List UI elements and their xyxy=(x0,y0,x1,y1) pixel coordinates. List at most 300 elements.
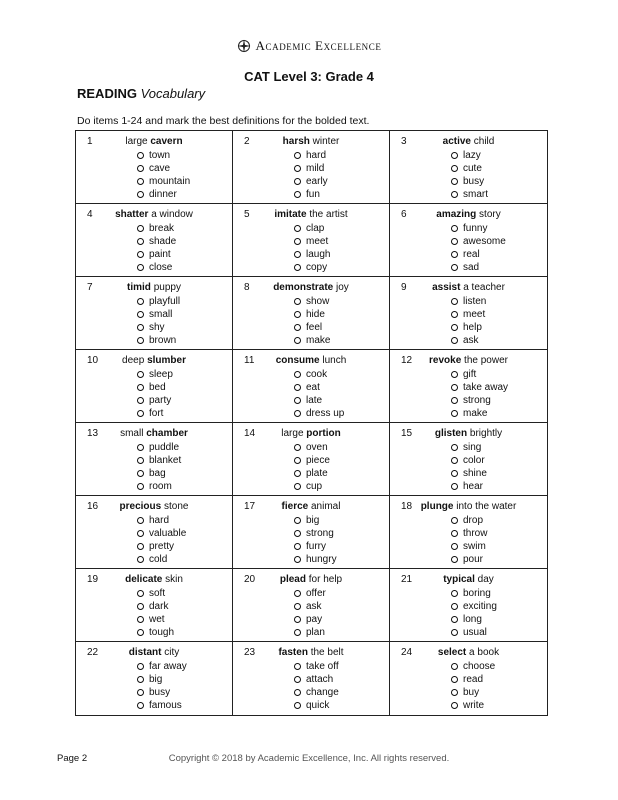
question-cell xyxy=(390,204,547,277)
answer-bubble-icon[interactable] xyxy=(451,629,458,636)
answer-option-label: take off xyxy=(306,661,339,672)
answer-option[interactable] xyxy=(137,334,180,347)
answer-option[interactable] xyxy=(451,480,487,493)
answer-option-label: famous xyxy=(149,700,182,711)
answer-option[interactable] xyxy=(451,407,508,420)
answer-option[interactable] xyxy=(451,553,487,566)
answer-bubble-icon[interactable] xyxy=(137,264,144,271)
answer-bubble-icon[interactable] xyxy=(451,165,458,172)
question-cell xyxy=(76,131,233,204)
answer-option-label: cold xyxy=(149,554,168,565)
answer-option-label: blanket xyxy=(149,455,182,466)
answer-bubble-icon[interactable] xyxy=(137,324,144,331)
answer-option[interactable] xyxy=(451,149,488,162)
question-cell xyxy=(233,569,390,642)
prompt-suffix: the power xyxy=(461,355,508,366)
answer-bubble-icon[interactable] xyxy=(451,384,458,391)
question-number: 17 xyxy=(244,501,256,512)
answer-bubble-icon[interactable] xyxy=(137,543,144,550)
answer-option[interactable] xyxy=(451,295,486,308)
answer-option[interactable] xyxy=(294,235,330,248)
question-cell xyxy=(76,204,233,277)
answer-bubble-icon[interactable] xyxy=(294,337,301,344)
answer-option[interactable] xyxy=(451,188,488,201)
answer-options xyxy=(451,149,488,201)
answer-option-label: ask xyxy=(463,335,479,346)
answer-option[interactable] xyxy=(294,686,339,699)
answer-option[interactable] xyxy=(137,454,181,467)
answer-option[interactable] xyxy=(294,699,339,712)
answer-bubble-icon[interactable] xyxy=(294,397,301,404)
answer-bubble-icon[interactable] xyxy=(137,337,144,344)
answer-bubble-icon[interactable] xyxy=(137,298,144,305)
answer-option[interactable] xyxy=(137,407,173,420)
answer-bubble-icon[interactable] xyxy=(451,397,458,404)
answer-option[interactable] xyxy=(451,222,506,235)
answer-bubble-icon[interactable] xyxy=(451,663,458,670)
answer-bubble-icon[interactable] xyxy=(137,238,144,245)
answer-bubble-icon[interactable] xyxy=(294,225,301,232)
answer-option-label: hungry xyxy=(306,554,337,565)
answer-bubble-icon[interactable] xyxy=(294,590,301,597)
answer-option[interactable] xyxy=(137,368,173,381)
answer-option[interactable] xyxy=(294,527,337,540)
answer-bubble-icon[interactable] xyxy=(137,444,144,451)
answer-option[interactable] xyxy=(451,514,487,527)
answer-bubble-icon[interactable] xyxy=(137,191,144,198)
prompt-suffix: child xyxy=(471,136,495,147)
question-number: 20 xyxy=(244,574,256,585)
answer-bubble-icon[interactable] xyxy=(294,371,301,378)
answer-option[interactable] xyxy=(451,540,487,553)
question-number: 8 xyxy=(244,282,250,293)
answer-options xyxy=(294,149,328,201)
answer-option[interactable] xyxy=(294,673,339,686)
answer-option[interactable] xyxy=(137,162,190,175)
answer-option-label: color xyxy=(463,455,485,466)
answer-bubble-icon[interactable] xyxy=(294,616,301,623)
answer-option[interactable] xyxy=(294,321,330,334)
answer-option[interactable] xyxy=(451,175,488,188)
answer-option[interactable] xyxy=(137,540,186,553)
answer-option[interactable] xyxy=(451,626,497,639)
answer-options xyxy=(451,368,508,420)
answer-options xyxy=(137,441,181,493)
answer-bubble-icon[interactable] xyxy=(137,556,144,563)
answer-option[interactable] xyxy=(294,334,330,347)
answer-bubble-icon[interactable] xyxy=(451,676,458,683)
answer-option[interactable] xyxy=(137,673,187,686)
answer-option-label: smart xyxy=(463,189,488,200)
answer-option-label: tough xyxy=(149,627,175,638)
answer-option[interactable] xyxy=(294,626,326,639)
answer-option-label: make xyxy=(306,335,331,346)
answer-bubble-icon[interactable] xyxy=(294,483,301,490)
answer-options xyxy=(137,222,176,274)
answer-option[interactable] xyxy=(294,175,328,188)
answer-option[interactable] xyxy=(294,540,337,553)
answer-bubble-icon[interactable] xyxy=(451,689,458,696)
answer-option-label: busy xyxy=(463,176,485,187)
prompt-suffix: skin xyxy=(162,574,183,585)
answer-option[interactable] xyxy=(451,334,486,347)
answer-option[interactable] xyxy=(451,441,487,454)
answer-option[interactable] xyxy=(137,553,186,566)
answer-bubble-icon[interactable] xyxy=(294,324,301,331)
answer-bubble-icon[interactable] xyxy=(451,457,458,464)
answer-bubble-icon[interactable] xyxy=(451,251,458,258)
answer-option-label: big xyxy=(306,515,320,526)
answer-bubble-icon[interactable] xyxy=(137,457,144,464)
answer-options xyxy=(451,441,487,493)
answer-option-label: bed xyxy=(149,382,166,393)
answer-option-label: real xyxy=(463,249,480,260)
answer-option[interactable] xyxy=(137,613,174,626)
prompt-keyword: typical xyxy=(443,574,475,585)
answer-option[interactable] xyxy=(294,394,344,407)
answer-option[interactable] xyxy=(137,175,190,188)
answer-bubble-icon[interactable] xyxy=(294,191,301,198)
answer-option-label: clap xyxy=(306,223,325,234)
answer-option[interactable] xyxy=(137,394,173,407)
question-prompt xyxy=(76,355,232,366)
answer-bubble-icon[interactable] xyxy=(137,702,144,709)
answer-bubble-icon[interactable] xyxy=(294,530,301,537)
answer-options xyxy=(137,368,173,420)
prompt-keyword: chamber xyxy=(146,428,188,439)
answer-option[interactable] xyxy=(137,308,180,321)
answer-bubble-icon[interactable] xyxy=(451,298,458,305)
answer-option[interactable] xyxy=(137,321,180,334)
answer-option[interactable] xyxy=(294,600,326,613)
answer-option[interactable] xyxy=(451,248,506,261)
logo-text: Academic Excellence xyxy=(255,38,382,53)
answer-option[interactable] xyxy=(294,188,328,201)
answer-bubble-icon[interactable] xyxy=(294,178,301,185)
answer-bubble-icon[interactable] xyxy=(294,238,301,245)
answer-bubble-icon[interactable] xyxy=(451,702,458,709)
answer-bubble-icon[interactable] xyxy=(451,444,458,451)
answer-bubble-icon[interactable] xyxy=(294,410,301,417)
answer-option[interactable] xyxy=(294,162,328,175)
answer-bubble-icon[interactable] xyxy=(137,483,144,490)
answer-option[interactable] xyxy=(451,587,497,600)
prompt-keyword: delicate xyxy=(125,574,163,585)
answer-option-label: cup xyxy=(306,481,323,492)
answer-option[interactable] xyxy=(294,441,330,454)
answer-options xyxy=(294,587,326,639)
question-number: 15 xyxy=(401,428,413,439)
answer-option-label: attach xyxy=(306,674,334,685)
answer-bubble-icon[interactable] xyxy=(451,590,458,597)
prompt-suffix: story xyxy=(476,209,501,220)
answer-options xyxy=(294,222,330,274)
answer-bubble-icon[interactable] xyxy=(137,397,144,404)
answer-bubble-icon[interactable] xyxy=(137,178,144,185)
answer-bubble-icon[interactable] xyxy=(294,152,301,159)
answer-option[interactable] xyxy=(137,295,180,308)
answer-bubble-icon[interactable] xyxy=(137,152,144,159)
answer-option-label: offer xyxy=(306,588,326,599)
answer-option[interactable] xyxy=(294,368,344,381)
answer-bubble-icon[interactable] xyxy=(294,629,301,636)
answer-bubble-icon[interactable] xyxy=(137,616,144,623)
answer-bubble-icon[interactable] xyxy=(451,543,458,550)
answer-option[interactable] xyxy=(294,407,344,420)
answer-option[interactable] xyxy=(294,514,337,527)
answer-bubble-icon[interactable] xyxy=(137,603,144,610)
answer-bubble-icon[interactable] xyxy=(451,311,458,318)
prompt-suffix: puppy xyxy=(150,282,181,293)
question-number: 2 xyxy=(244,136,250,147)
answer-bubble-icon[interactable] xyxy=(294,311,301,318)
answer-option[interactable] xyxy=(294,454,330,467)
answer-bubble-icon[interactable] xyxy=(294,470,301,477)
answer-option[interactable] xyxy=(294,587,326,600)
answer-option[interactable] xyxy=(451,686,495,699)
answer-bubble-icon[interactable] xyxy=(137,517,144,524)
question-number: 11 xyxy=(244,355,255,366)
answer-bubble-icon[interactable] xyxy=(294,676,301,683)
answer-bubble-icon[interactable] xyxy=(451,371,458,378)
answer-option-label: take away xyxy=(463,382,509,393)
answer-option[interactable] xyxy=(137,699,187,712)
answer-option-label: gift xyxy=(463,369,477,380)
answer-bubble-icon[interactable] xyxy=(294,165,301,172)
question-cell xyxy=(76,423,233,496)
answer-option[interactable] xyxy=(137,600,174,613)
question-prompt xyxy=(390,355,547,366)
answer-option[interactable] xyxy=(451,673,495,686)
answer-option[interactable] xyxy=(137,686,187,699)
answer-option[interactable] xyxy=(294,261,330,274)
answer-option[interactable] xyxy=(294,381,344,394)
answer-option[interactable] xyxy=(294,480,330,493)
answer-option[interactable] xyxy=(137,222,176,235)
answer-bubble-icon[interactable] xyxy=(294,264,301,271)
answer-bubble-icon[interactable] xyxy=(137,470,144,477)
answer-option[interactable] xyxy=(451,613,497,626)
answer-option[interactable] xyxy=(294,248,330,261)
answer-bubble-icon[interactable] xyxy=(451,603,458,610)
answer-option[interactable] xyxy=(294,308,330,321)
answer-option-label: long xyxy=(463,614,482,625)
answer-bubble-icon[interactable] xyxy=(294,689,301,696)
answer-bubble-icon[interactable] xyxy=(294,517,301,524)
answer-option[interactable] xyxy=(137,467,181,480)
answer-bubble-icon[interactable] xyxy=(137,165,144,172)
section-topic: Vocabulary xyxy=(140,86,206,101)
prompt-keyword: imitate xyxy=(274,209,307,220)
answer-option-label: listen xyxy=(463,296,487,307)
answer-bubble-icon[interactable] xyxy=(294,444,301,451)
answer-option[interactable] xyxy=(451,235,506,248)
answer-bubble-icon[interactable] xyxy=(137,371,144,378)
prompt-suffix: joy xyxy=(333,282,349,293)
answer-bubble-icon[interactable] xyxy=(294,251,301,258)
answer-bubble-icon[interactable] xyxy=(294,384,301,391)
answer-bubble-icon[interactable] xyxy=(451,556,458,563)
answer-bubble-icon[interactable] xyxy=(451,337,458,344)
answer-option[interactable] xyxy=(294,222,330,235)
answer-bubble-icon[interactable] xyxy=(294,663,301,670)
answer-bubble-icon[interactable] xyxy=(451,238,458,245)
page-number: Page 2 xyxy=(57,753,88,764)
answer-bubble-icon[interactable] xyxy=(137,530,144,537)
answer-option-label: change xyxy=(306,687,339,698)
answer-options xyxy=(137,149,190,201)
answer-bubble-icon[interactable] xyxy=(137,225,144,232)
question-prompt xyxy=(390,209,547,220)
question-prompt xyxy=(390,501,547,512)
prompt-keyword: plunge xyxy=(420,501,454,512)
answer-option[interactable] xyxy=(137,660,187,673)
answer-option[interactable] xyxy=(137,261,176,274)
question-cell xyxy=(390,423,547,496)
answer-option[interactable] xyxy=(137,248,176,261)
answer-option[interactable] xyxy=(294,553,337,566)
answer-option[interactable] xyxy=(451,394,508,407)
answer-option[interactable] xyxy=(137,381,173,394)
answer-bubble-icon[interactable] xyxy=(451,470,458,477)
answer-option-label: dinner xyxy=(149,189,177,200)
answer-bubble-icon[interactable] xyxy=(451,225,458,232)
answer-options xyxy=(137,295,180,347)
answer-option[interactable] xyxy=(451,308,486,321)
answer-option[interactable] xyxy=(137,149,190,162)
answer-bubble-icon[interactable] xyxy=(451,517,458,524)
answer-bubble-icon[interactable] xyxy=(137,590,144,597)
answer-option-label: playfull xyxy=(149,296,181,307)
answer-bubble-icon[interactable] xyxy=(294,556,301,563)
answer-bubble-icon[interactable] xyxy=(137,251,144,258)
answer-bubble-icon[interactable] xyxy=(294,298,301,305)
answer-option-label: pretty xyxy=(149,541,175,552)
answer-bubble-icon[interactable] xyxy=(451,152,458,159)
answer-bubble-icon[interactable] xyxy=(451,616,458,623)
answer-bubble-icon[interactable] xyxy=(137,663,144,670)
answer-bubble-icon[interactable] xyxy=(137,410,144,417)
answer-bubble-icon[interactable] xyxy=(137,629,144,636)
answer-option[interactable] xyxy=(137,626,174,639)
answer-option[interactable] xyxy=(451,321,486,334)
answer-bubble-icon[interactable] xyxy=(451,410,458,417)
answer-bubble-icon[interactable] xyxy=(294,543,301,550)
answer-bubble-icon[interactable] xyxy=(137,384,144,391)
question-prompt xyxy=(390,136,547,147)
answer-option[interactable] xyxy=(137,188,190,201)
answer-option-label: fun xyxy=(306,189,320,200)
answer-options xyxy=(137,514,186,566)
answer-option[interactable] xyxy=(294,149,328,162)
answer-option[interactable] xyxy=(294,660,339,673)
question-number: 10 xyxy=(87,355,99,366)
prompt-suffix: a book xyxy=(466,647,500,658)
answer-option-label: oven xyxy=(306,442,328,453)
answer-option[interactable] xyxy=(137,587,174,600)
answer-option[interactable] xyxy=(451,162,488,175)
answer-bubble-icon[interactable] xyxy=(451,264,458,271)
answer-option-label: strong xyxy=(306,528,334,539)
answer-option-label: show xyxy=(306,296,330,307)
answer-option[interactable] xyxy=(451,600,497,613)
answer-option-label: copy xyxy=(306,262,328,273)
prompt-suffix: the artist xyxy=(306,209,348,220)
question-cell xyxy=(390,350,547,423)
question-prompt xyxy=(76,647,232,658)
answer-option[interactable] xyxy=(294,467,330,480)
question-number: 7 xyxy=(87,282,93,293)
answer-bubble-icon[interactable] xyxy=(451,178,458,185)
answer-option-label: mountain xyxy=(149,176,191,187)
question-cell xyxy=(233,496,390,569)
answer-bubble-icon[interactable] xyxy=(294,457,301,464)
answer-bubble-icon[interactable] xyxy=(137,689,144,696)
question-number: 6 xyxy=(401,209,407,220)
question-prompt xyxy=(390,282,547,293)
answer-bubble-icon[interactable] xyxy=(137,676,144,683)
answer-options xyxy=(137,587,174,639)
answer-bubble-icon[interactable] xyxy=(294,603,301,610)
answer-option-label: strong xyxy=(463,395,491,406)
question-cell xyxy=(76,642,233,715)
answer-option[interactable] xyxy=(451,381,508,394)
question-number: 12 xyxy=(401,355,413,366)
answer-option[interactable] xyxy=(137,527,186,540)
answer-option[interactable] xyxy=(294,613,326,626)
answer-bubble-icon[interactable] xyxy=(137,311,144,318)
answer-bubble-icon[interactable] xyxy=(451,191,458,198)
answer-bubble-icon[interactable] xyxy=(294,702,301,709)
question-cell xyxy=(76,496,233,569)
answer-option[interactable] xyxy=(451,467,487,480)
answer-bubble-icon[interactable] xyxy=(451,530,458,537)
prompt-keyword: distant xyxy=(128,647,162,658)
prompt-suffix: brightly xyxy=(467,428,503,439)
answer-option-label: busy xyxy=(149,687,171,698)
answer-option[interactable] xyxy=(137,480,181,493)
answer-bubble-icon[interactable] xyxy=(451,324,458,331)
question-number: 18 xyxy=(401,501,413,512)
answer-option-label: swim xyxy=(463,541,486,552)
prompt-suffix: stone xyxy=(161,501,189,512)
question-cell xyxy=(390,569,547,642)
answer-option[interactable] xyxy=(294,295,330,308)
answer-option[interactable] xyxy=(451,527,487,540)
answer-option[interactable] xyxy=(451,454,487,467)
answer-option[interactable] xyxy=(451,660,495,673)
question-cell xyxy=(76,277,233,350)
answer-option-label: valuable xyxy=(149,528,187,539)
answer-option[interactable] xyxy=(137,514,186,527)
answer-options xyxy=(294,514,337,566)
question-prompt xyxy=(390,574,547,585)
answer-option[interactable] xyxy=(137,235,176,248)
answer-option[interactable] xyxy=(451,368,508,381)
answer-bubble-icon[interactable] xyxy=(451,483,458,490)
prompt-keyword: fasten xyxy=(278,647,308,658)
question-prompt xyxy=(233,647,389,658)
answer-option[interactable] xyxy=(451,261,506,274)
answer-option-label: feel xyxy=(306,322,323,333)
answer-option-label: meet xyxy=(306,236,329,247)
answer-option-label: puddle xyxy=(149,442,180,453)
answer-option[interactable] xyxy=(137,441,181,454)
answer-option-label: late xyxy=(306,395,323,406)
answer-option[interactable] xyxy=(451,699,495,712)
question-prompt xyxy=(76,136,232,147)
answer-options xyxy=(294,441,330,493)
